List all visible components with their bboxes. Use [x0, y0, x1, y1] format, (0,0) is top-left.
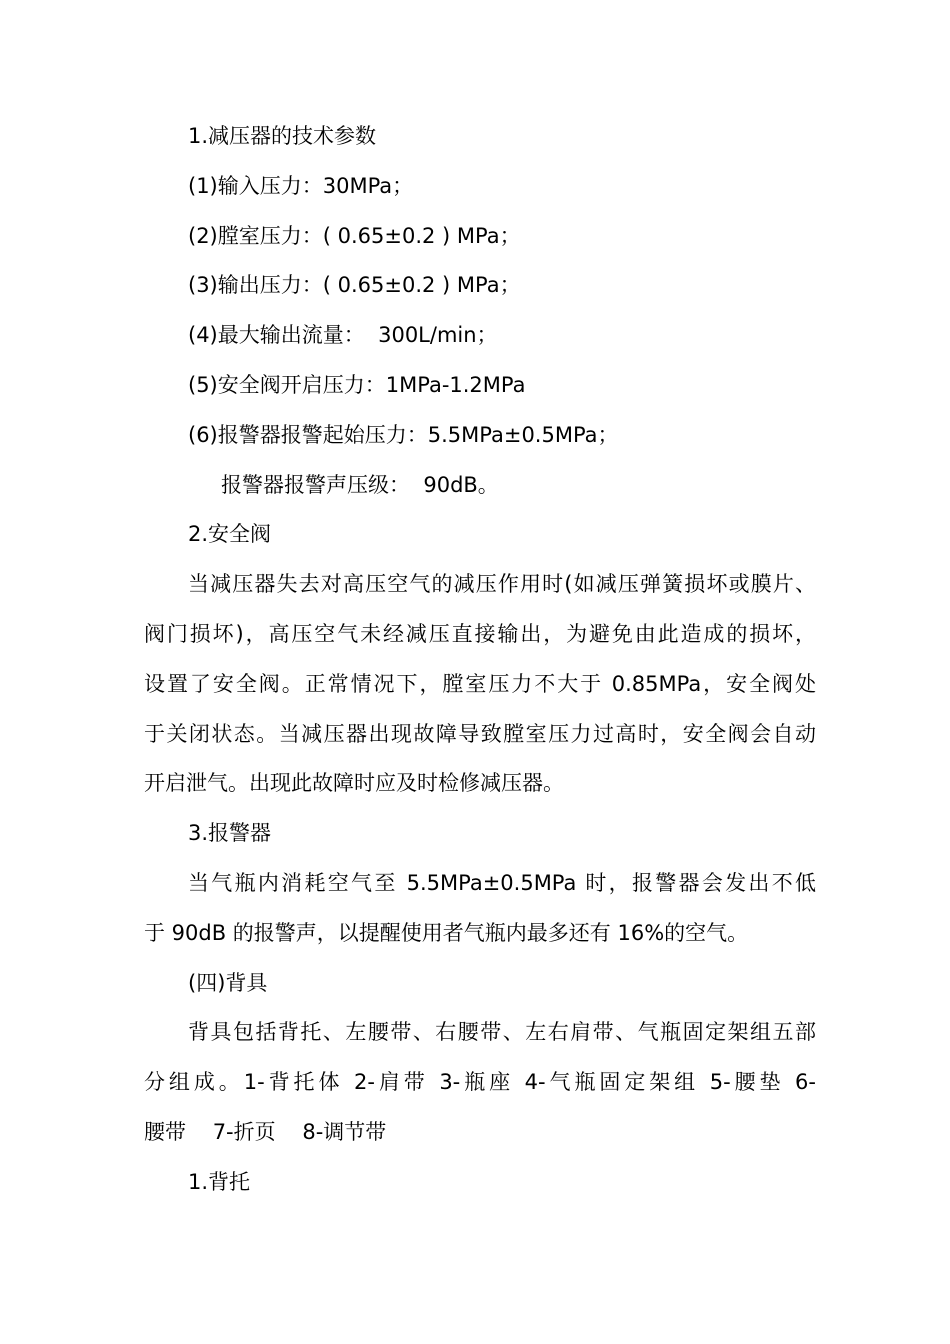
paragraph-line: 于 90dB 的报警声，以提醒使用者气瓶内最多还有 16%的空气。 [144, 920, 749, 945]
spec-item: 报警器报警声压级： 90dB。 [221, 472, 499, 497]
paragraph-line: 当减压器失去对高压空气的减压作用时(如减压弹簧损坏或膜片、 [188, 572, 816, 597]
spec-item: (6)报警器报警起始压力：5.5MPa±0.5MPa； [188, 422, 619, 447]
paragraph-line: 开启泄气。出现此故障时应及时检修减压器。 [144, 771, 564, 796]
paragraph-line: 当气瓶内消耗空气至 5.5MPa±0.5MPa 时，报警器会发出不低 [188, 870, 816, 895]
section-heading: 1.减压器的技术参数 [188, 124, 377, 148]
spec-item: (1)输入压力：30MPa； [188, 173, 414, 198]
spec-item: (2)膛室压力：( 0.65±0.2 ) MPa； [188, 223, 521, 248]
paragraph-line: 腰带 7-折页 8-调节带 [144, 1119, 387, 1144]
paragraph-line: 背具包括背托、左腰带、右腰带、左右肩带、气瓶固定架组五部 [188, 1020, 816, 1045]
spec-item: (3)输出压力：( 0.65±0.2 ) MPa； [188, 273, 521, 298]
paragraph-line: 于关闭状态。当减压器出现故障导致膛室压力过高时，安全阀会自动 [144, 721, 816, 746]
document-body [144, 112, 816, 1208]
section-heading: 2.安全阀 [188, 522, 272, 547]
spec-item: (4)最大输出流量： 300L/min； [188, 323, 498, 348]
section-heading: 3.报警器 [188, 821, 272, 846]
paragraph-line: 阀门损坏)，高压空气未经减压直接输出，为避免由此造成的损坏， [144, 621, 816, 646]
paragraph-line: 分组成。1-背托体 2-肩带 3-瓶座 4-气瓶固定架组 5-腰垫 6- [144, 1070, 816, 1095]
section-heading: (四)背具 [188, 970, 268, 995]
paragraph-line: 设置了安全阀。正常情况下，膛室压力不大于 0.85MPa，安全阀处 [144, 671, 816, 696]
spec-item: (5)安全阀开启压力：1MPa-1.2MPa [188, 372, 526, 397]
section-heading: 1.背托 [188, 1169, 251, 1194]
